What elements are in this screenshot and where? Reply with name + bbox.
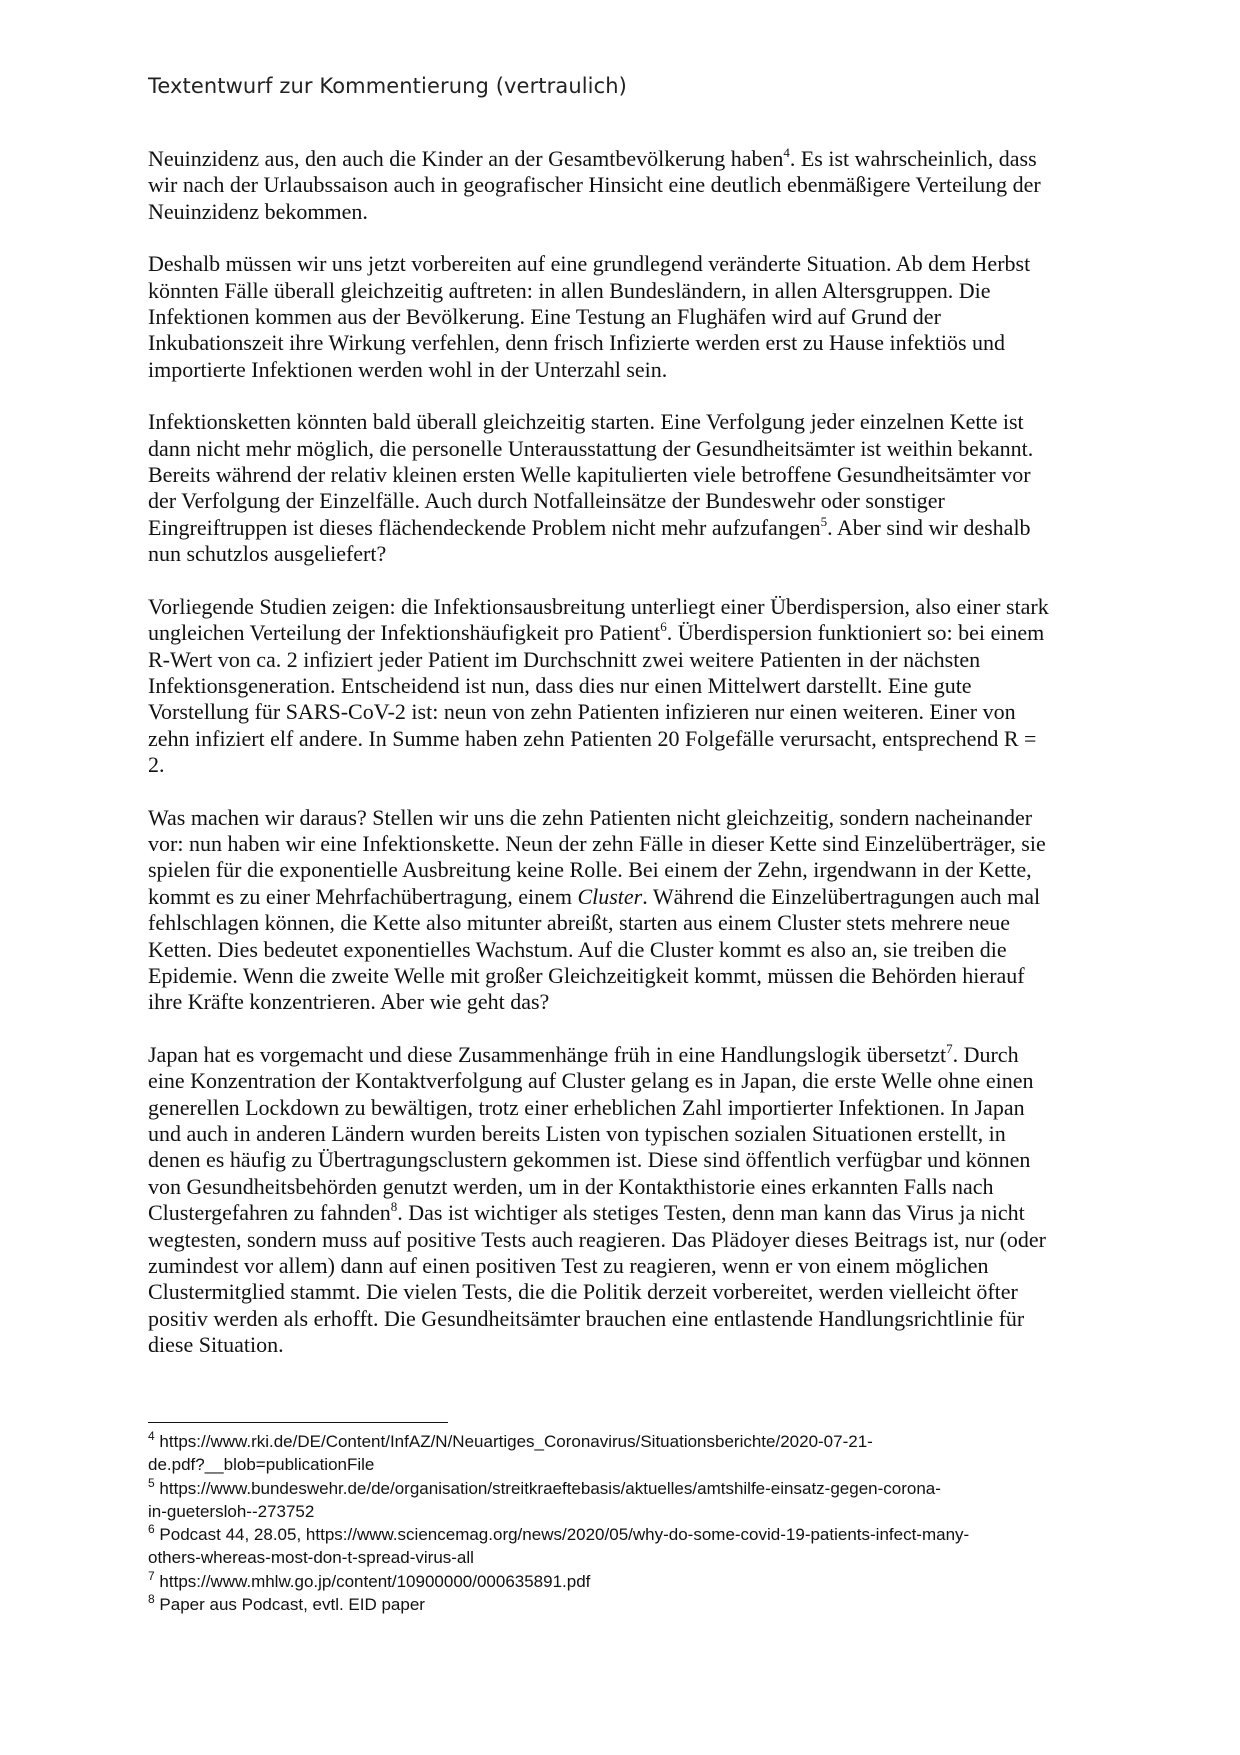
footnote-number: 6 xyxy=(148,1522,155,1537)
footnote-number: 7 xyxy=(148,1568,155,1583)
text-line: Infektionsketten könnten bald überall gleichzeitig starten. Eine Verfolgung jeder einzelnen Kette ist xyxy=(148,409,1024,435)
text-line: Neuinzidenz bekommen. xyxy=(148,198,368,224)
footnote-ref: 4 xyxy=(783,145,790,160)
text-line: vor: nun haben wir eine Infektionskette. Neun der zehn Fälle in dieser Kette sind Einzelüberträger, sie xyxy=(148,830,1046,856)
text-line: ihre Kräfte konzentrieren. Aber wie geht das? xyxy=(148,989,550,1015)
text-line: Was machen wir daraus? Stellen wir uns die zehn Patienten nicht gleichzeitig, sondern nacheinander xyxy=(148,804,1033,830)
text-line: spielen für die exponentielle Ausbreitung keine Rolle. Bei einem der Zehn, irgendwann in der Kette, xyxy=(148,857,1032,883)
text-line: Japan hat es vorgemacht und diese Zusammenhänge früh in eine Handlungslogik übersetzt$^7$. Durch xyxy=(148,1040,1019,1067)
footnote-number: 4 xyxy=(148,1429,155,1443)
footnote-number: 5 xyxy=(148,1475,155,1490)
footnote-line: $^8$ Paper aus Podcast, evtl. EID paper xyxy=(148,1592,425,1615)
footnote-line: $^6$ Podcast 44, 28.05, https://www.sciencemag.org/news/2020/05/why-do-some-covid-19-patients-infect-many- xyxy=(148,1522,970,1545)
footnote-divider xyxy=(148,1422,448,1423)
text-line: importierte Infektionen werden wohl in der Unterzahl sein. xyxy=(148,356,668,382)
text-line: Clustermitglied stammt. Die vielen Tests, die die Politik derzeit vorbereitet, werden vielleicht öfter xyxy=(148,1279,1018,1305)
footnote-line: $^5$ https://www.bundeswehr.de/de/organisation/streitkraeftebasis/aktuelles/amtshilfe-einsatz-gegen-corona- xyxy=(148,1475,941,1498)
footnotes xyxy=(148,1430,1098,1616)
emphasis: Cluster xyxy=(577,883,643,909)
text-line: denen es häufig zu Übertragungsclustern gekommen ist. Diese sind öffentlich verfügbar und können xyxy=(148,1147,1031,1173)
paragraph xyxy=(148,409,1098,567)
text-line: der Verfolgung der Einzelfälle. Auch durch Notfalleinsätze der Bundeswehr oder sonstiger xyxy=(148,488,945,514)
text-line: kommt es zu einer Mehrfachübertragung, einem Cluster. Während die Einzelübertragungen auch mal xyxy=(148,883,1041,909)
text-line: eine Konzentration der Kontaktverfolgung auf Cluster gelang es in Japan, die erste Welle ohne einen xyxy=(148,1068,1034,1094)
footnote-line: de.pdf?__blob=publicationFile xyxy=(148,1455,375,1475)
footnote-ref: 6 xyxy=(660,619,667,635)
paragraph xyxy=(148,1042,1098,1359)
paragraph xyxy=(148,251,1098,383)
footnote-ref: 7 xyxy=(946,1040,953,1056)
text-line: könnten Fälle überall gleichzeitig auftreten: in allen Bundesländern, in allen Altersgruppen. Die xyxy=(148,277,991,303)
text-line: diese Situation. xyxy=(148,1332,284,1358)
text-line: generellen Lockdown zu bewältigen, trotz einer erheblichen Zahl importierter Infektionen. In Japan xyxy=(148,1094,1025,1120)
text-line: Infektionen kommen aus der Bevölkerung. Eine Testung an Flughäfen wird auf Grund der xyxy=(148,304,941,330)
text-line: nun schutzlos ausgeliefert? xyxy=(148,541,387,567)
text-line: zumindest vor allem) dann auf einen positiven Test zu reagieren, wenn er von einem möglichen xyxy=(148,1253,989,1279)
text-line: Neuinzidenz aus, den auch die Kinder an der Gesamtbevölkerung haben$^4$. Es ist wahrscheinlich, dass xyxy=(148,145,1037,171)
text-line: dann nicht mehr möglich, die personelle Unterausstattung der Gesundheitsämter ist weithin bekannt. xyxy=(148,435,1034,461)
text-line: R-Wert von ca. 2 infiziert jeder Patient im Durchschnitt zwei weitere Patienten in der nächsten xyxy=(148,646,981,672)
document-body xyxy=(148,146,1098,1385)
text-line: Clustergefahren zu fahnden$^8$. Das ist wichtiger als stetiges Testen, denn man kann das Virus ja nicht xyxy=(148,1199,1025,1226)
text-line: Inkubationszeit ihre Wirkung verfehlen, denn frisch Infizierte werden erst zu Hause infektiös und xyxy=(148,330,1006,356)
text-line: Ketten. Dies bedeutet exponentielles Wachstum. Auf die Cluster kommt es also an, sie treiben die xyxy=(148,936,1007,962)
text-line: ungleichen Verteilung der Infektionshäufigkeit pro Patient$^6$. Überdispersion funktioniert so: bei einem xyxy=(148,619,1045,646)
text-line: Bereits während der relativ kleinen ersten Welle kapitulierten viele betroffene Gesundheitsämter vor xyxy=(148,462,1031,488)
text-line: Deshalb müssen wir uns jetzt vorbereiten auf eine grundlegend veränderte Situation. Ab dem Herbst xyxy=(148,251,1031,277)
paragraph xyxy=(148,594,1098,779)
footnote-line: in-guetersloh--273752 xyxy=(148,1501,315,1521)
text-line: 2. xyxy=(148,752,165,778)
footnote-ref: 8 xyxy=(390,1199,398,1215)
paragraph xyxy=(148,146,1098,225)
text-line: fehlschlagen können, die Kette also mitunter abreißt, starten aus einem Cluster stets mehrere neue xyxy=(148,910,1010,936)
text-line: wir nach der Urlaubssaison auch in geografischer Hinsicht eine deutlich ebenmäßigere Verteilung der xyxy=(148,172,1041,198)
footnote-line: $^4$ https://www.rki.de/DE/Content/InfAZ/N/Neuartiges_Coronavirus/Situationsberichte/2020-07-21- xyxy=(148,1429,873,1451)
text-line: positiv werden als erhofft. Die Gesundheitsämter brauchen eine entlastende Handlungsrichtlinie für xyxy=(148,1305,1025,1331)
text-line: zehn infiziert elf andere. In Summe haben zehn Patienten 20 Folgefälle verursacht, entsprechend R = xyxy=(148,725,1037,751)
text-line: wegtesten, sondern muss auf positive Tests auch reagieren. Das Plädoyer dieses Beitrags ist, nur (oder xyxy=(148,1226,1046,1252)
text-line: Epidemie. Wenn die zweite Welle mit großer Gleichzeitigkeit kommt, müssen die Behörden hierauf xyxy=(148,962,1025,988)
text-line: Infektionsgeneration. Entscheidend ist nun, dass dies nur einen Mittelwert darstellt. Eine gute xyxy=(148,672,972,698)
paragraph xyxy=(148,805,1098,1016)
text-line: und auch in anderen Ländern wurden bereits Listen von typischen sozialen Situationen erstellt, in xyxy=(148,1121,1006,1146)
footnote-line: others-whereas-most-don-t-spread-virus-all xyxy=(148,1548,474,1568)
text-line: von Gesundheitsbehörden genutzt werden, um in der Kontakthistorie eines erkannten Falls nach xyxy=(148,1173,994,1199)
footnote-ref: 5 xyxy=(820,513,828,529)
page-header: Textentwurf zur Kommentierung (vertraulich) xyxy=(148,74,627,98)
text-line: Vorliegende Studien zeigen: die Infektionsausbreitung unterliegt einer Überdispersion, also einer stark xyxy=(148,593,1049,619)
footnote-number: 8 xyxy=(148,1592,155,1607)
text-line: Eingreiftruppen ist dieses flächendeckende Problem nicht mehr aufzufangen$^5$. Aber sind wir deshalb xyxy=(148,513,1031,540)
footnote-line: $^7$ https://www.mhlw.go.jp/content/10900000/000635891.pdf xyxy=(148,1568,591,1591)
text-line: Vorstellung für SARS-CoV-2 ist: neun von zehn Patienten infizieren nur einen weiteren. Einer von xyxy=(148,699,1016,725)
